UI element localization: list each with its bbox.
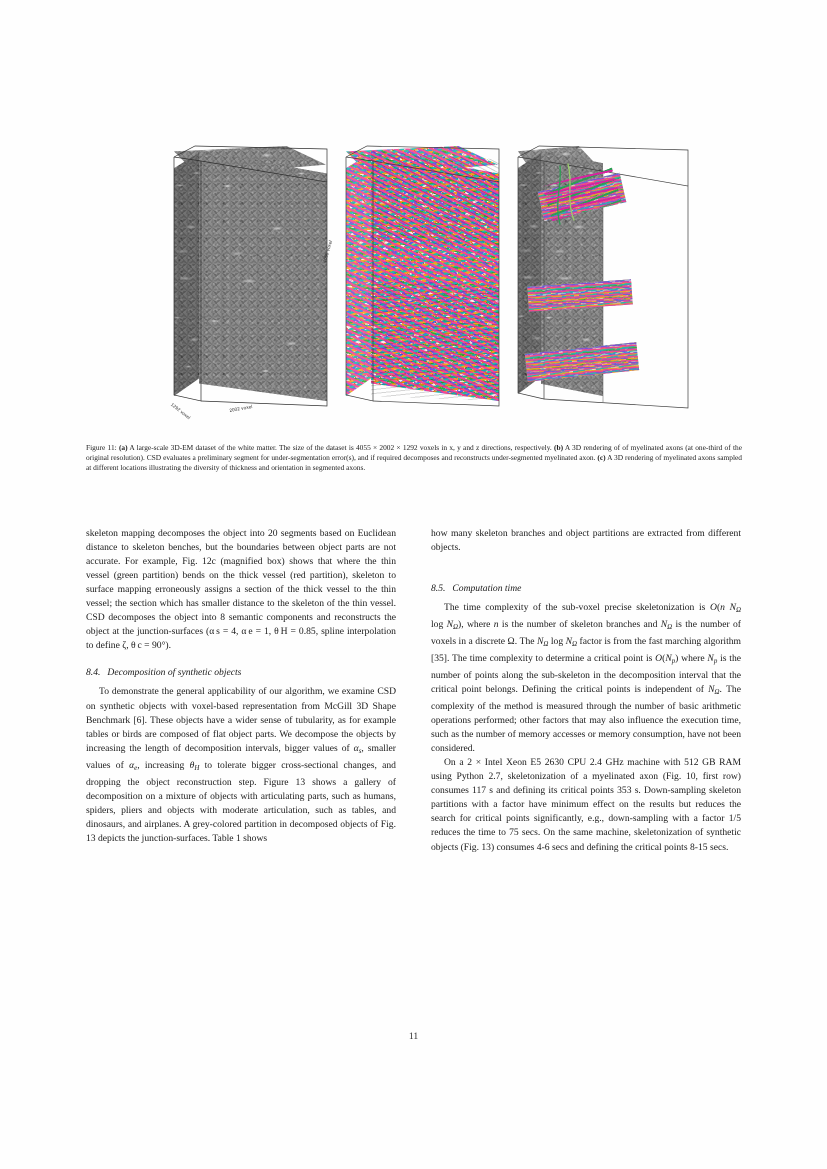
caption-text-c: A 3D rendering of myelinated axons sampled at different locations illustrating the diversity of thickness and orientation in segmented axons.	[86, 453, 743, 473]
math-n-omega-1: $N_\Omega$	[729, 602, 741, 615]
column-spacer	[431, 555, 741, 569]
page-number: 11	[408, 1031, 419, 1042]
section-8-4-title: Decomposition of synthetic objects	[107, 667, 242, 679]
math-alpha-s-1: $\alpha_s$	[353, 742, 362, 755]
section-8-4-number: 8.4.	[86, 667, 101, 679]
panel-a-depth-label: 1292 voxel	[169, 402, 192, 421]
figure-panel-a	[169, 140, 348, 430]
figure-caption	[86, 443, 742, 474]
panel-a-front-face	[199, 151, 327, 401]
section-heading-8-5	[431, 582, 741, 596]
caption-tag-a: (a)	[118, 443, 128, 452]
right-p2-h: . The complexity of the method is measured through the number of basic arithmetic operations performed; other factors that may also influence the execution time, such as the number of memory accesses or memory consumption, have not been considered.	[431, 684, 741, 755]
caption-tag-c: (c)	[597, 453, 606, 463]
right-p2-d: is the number of voxels in a discrete Ω. The	[431, 619, 741, 648]
math-n-omega-5: $N_\Omega$	[565, 636, 578, 648]
math-n-omega-6: $N_\Omega$	[708, 684, 720, 696]
panel-a-width-label: 2002 voxel	[229, 403, 253, 413]
figure-panel-b	[344, 140, 520, 430]
math-alpha-e-1: $\alpha_e$	[129, 759, 138, 772]
left-paragraph-2	[86, 685, 396, 845]
right-p2-b: , where	[461, 619, 494, 631]
right-paragraph-1: how many skeleton branches and object partitions are extracted from different objects.	[431, 528, 741, 554]
math-n-1: n	[720, 602, 725, 614]
right-p2-e: factor is from the fast marching algorithm [35]. The time complexity to determine a critical point is	[431, 636, 741, 665]
math-complexity-skeleton: O	[710, 602, 717, 614]
right-column	[431, 527, 741, 855]
caption-tag-b: (b)	[554, 443, 564, 452]
right-p2-c: is the number of skeleton branches and	[498, 619, 661, 631]
left-paragraph-1-math: α s = 4, α e = 1, θ H = 0.85,	[209, 626, 319, 638]
section-8-5-title: Computation time	[452, 583, 522, 595]
figure-panels	[86, 140, 742, 430]
caption-text-b: A 3D rendering of of myelinated axons (at one-third of the original resolution). CSD evaluates a preliminary segment for under-segmentation error(s), and if required decomposes and reconstructs under-segmented myelinated axon.	[86, 443, 742, 463]
math-n-omega-3: $N_\Omega$	[660, 619, 673, 632]
panel-b-band-upper	[371, 151, 499, 246]
figure-11	[86, 140, 742, 430]
panel-b-band-lower	[371, 280, 499, 401]
left-column	[86, 527, 396, 855]
panel-a-height-label: 4055 voxel	[322, 239, 334, 264]
section-heading-8-4	[86, 666, 396, 680]
right-p2-f: where	[678, 653, 708, 665]
figure-label: Figure 11:	[86, 443, 117, 452]
math-n-p-2: $N_p$	[707, 653, 718, 665]
left-paragraph-2-mid2: , increasing	[137, 759, 190, 771]
math-n-omega-4: $N_\Omega$	[536, 636, 549, 648]
math-complexity-critical: O	[655, 653, 663, 665]
right-p2-a: The time complexity of the sub-voxel precise skeletonization is	[444, 602, 711, 614]
left-paragraph-1-text: skeleton mapping decomposes the object into 20 segments based on Euclidean distance to skeleton benches, but the boundaries between object parts are not accurate. For example, Fig. 12c (magnified box) shows that where the thin vessel (green partition) bends on the thick vessel (red partition), skeleton to surface mapping erroneously assigns a section of the thick vessel to the thin vessel; the section which has smaller distance to the skeleton of the thin vessel. CSD decomposes the object into 8 semantic components and reconstructs the object at the junction-surfaces (	[86, 528, 396, 638]
panel-a-left-face	[174, 151, 202, 396]
left-paragraph-2-mid: , smaller values of	[86, 742, 396, 771]
left-paragraph-2-pre: To demonstrate the general applicability of our algorithm, we examine CSD on synthetic objects with voxel-based representation from McGill 3D Shape Benchmark [6]. These objects have a wider sense of tubularity, as for example tables or birds are composed of flat object parts. We decompose the objects by increasing the length of decomposition intervals, bigger values of	[86, 686, 396, 754]
right-p2-g: is the number of points along the sub-skeleton in the decomposition interval that the critical point belongs. Defining the critical points is independent of	[431, 653, 742, 696]
panel-b-left-face	[346, 151, 374, 396]
left-paragraph-1-tail: spline interpolation to define ζ, θ c = 90°).	[86, 626, 396, 652]
section-8-5-number: 8.5.	[431, 583, 446, 595]
math-n-omega-2: $N_\Omega$	[446, 619, 459, 632]
right-paragraph-3: On a 2 × Intel Xeon E5 2630 CPU 2.4 GHz machine with 512 GB RAM using Python 2.7, skeletonization of a myelinated axon (Fig. 10, first row) consumes 117 s and defining its critical points 353 s. Down-sampling skeleton partitions with a factor have minimum effect on the results but reduces the search for critical points significantly, e.g., down-sampling with a factor 1/5 reduces the time to 75 secs. On the same machine, skeletonization of synthetic objects (Fig. 13) consumes 4-6 secs and defining the critical points 8-15 secs.	[431, 757, 741, 853]
body-columns	[86, 527, 742, 855]
right-paragraph-2: The time complexity of the sub-voxel precise skeletonization is O(n $N_\Omega$ $\log N_\Omega$), where n is the number of skeleton branches and $N_\Omega$ is the number of voxels in a discrete Ω. The $N_\Omega$ $\log N_\Omega$ factor is from the fast marching algorithm [35]. The time complexity to determine a critical point is $O(N_p)$ where $N_p$ is the number of points along the sub-skeleton in the decomposition interval that the critical point belongs. Defining the critical points is independent of $N_\Omega$. The complexity of the method is measured through the number of basic arithmetic operations performed; other factors that may also influence the execution time, such as the number of memory accesses or memory consumption, have not been considered.	[431, 602, 742, 755]
left-paragraph-1	[86, 527, 396, 653]
figure-panel-c	[516, 140, 716, 430]
math-n-p-1: $N_p$	[665, 653, 676, 665]
math-theta-h-1: $\theta_H$	[189, 759, 200, 772]
left-paragraph-2-post: to tolerate bigger cross-sectional changes, and dropping the object reconstruction step. Figure 13 shows a gallery of decomposition on a mixture of objects with articulating parts, such as humans, spiders, pliers and objects with moderate articulation, such as tables, and dinosaurs, and airplanes. A grey-colored partition in decomposed objects of Fig. 13 depicts the junction-surfaces. Table 1 shows	[86, 759, 396, 844]
caption-text-a: A large-scale 3D-EM dataset of the white matter. The size of the dataset is 4055 × 2002 × 1292 voxels in x, y and z directions, respectively.	[127, 443, 555, 452]
math-n-2: n	[493, 619, 499, 631]
